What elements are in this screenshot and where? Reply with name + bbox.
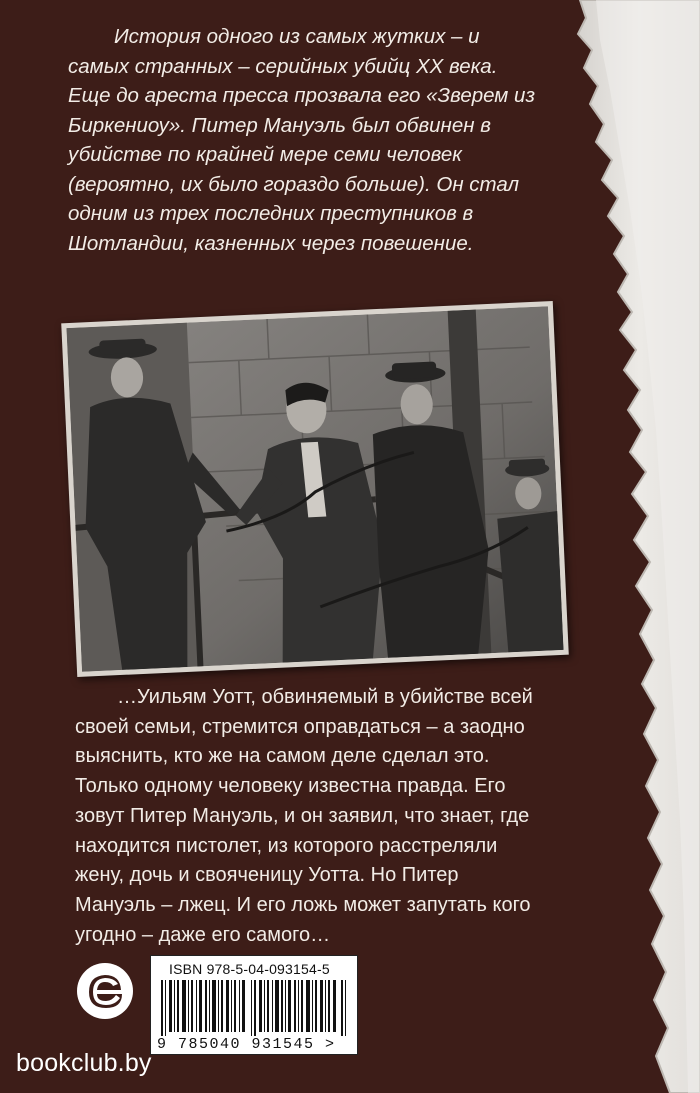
watermark-text: bookclub.by [16,1049,152,1077]
photo-illustration [66,306,563,672]
barcode-area [150,955,358,1055]
blurb-paragraph: История одного из самых жутких – и самых странных – серийных убийц XX века. Еще до ареста пресса прозвала его «Зверем из Биркениоу». Питер Мануэль был обвинен в убийстве по крайней мере семи человек (вероятно, их было гораздо больше). Он стал одним из трех последних преступников в Шотландии, казненных через повешение. [68,25,535,255]
isbn-label: ISBN 978-5-04-093154-5 [169,961,330,977]
synopsis-paragraph: …Уильям Уотт, обвиняемый в убийстве всей своей семьи, стремится оправдаться – а заодно выяснить, кто же на самом деле сделал это. Только одному человеку известна правда. Его зовут Питер Мануэль, и он заявил, что знает, где находится пистолет, из которого расстреляли жену, дочь и свояченицу Уотта. Но Питер Мануэль – лжец. И его ложь может запутать кого угодно – даже его самого… [75,686,533,946]
barcode-digits: 9 785040 931545 > [155,1036,355,1053]
archival-photo [61,301,569,677]
eksmo-logo-icon [76,962,134,1020]
barcode-icon [159,980,351,1040]
